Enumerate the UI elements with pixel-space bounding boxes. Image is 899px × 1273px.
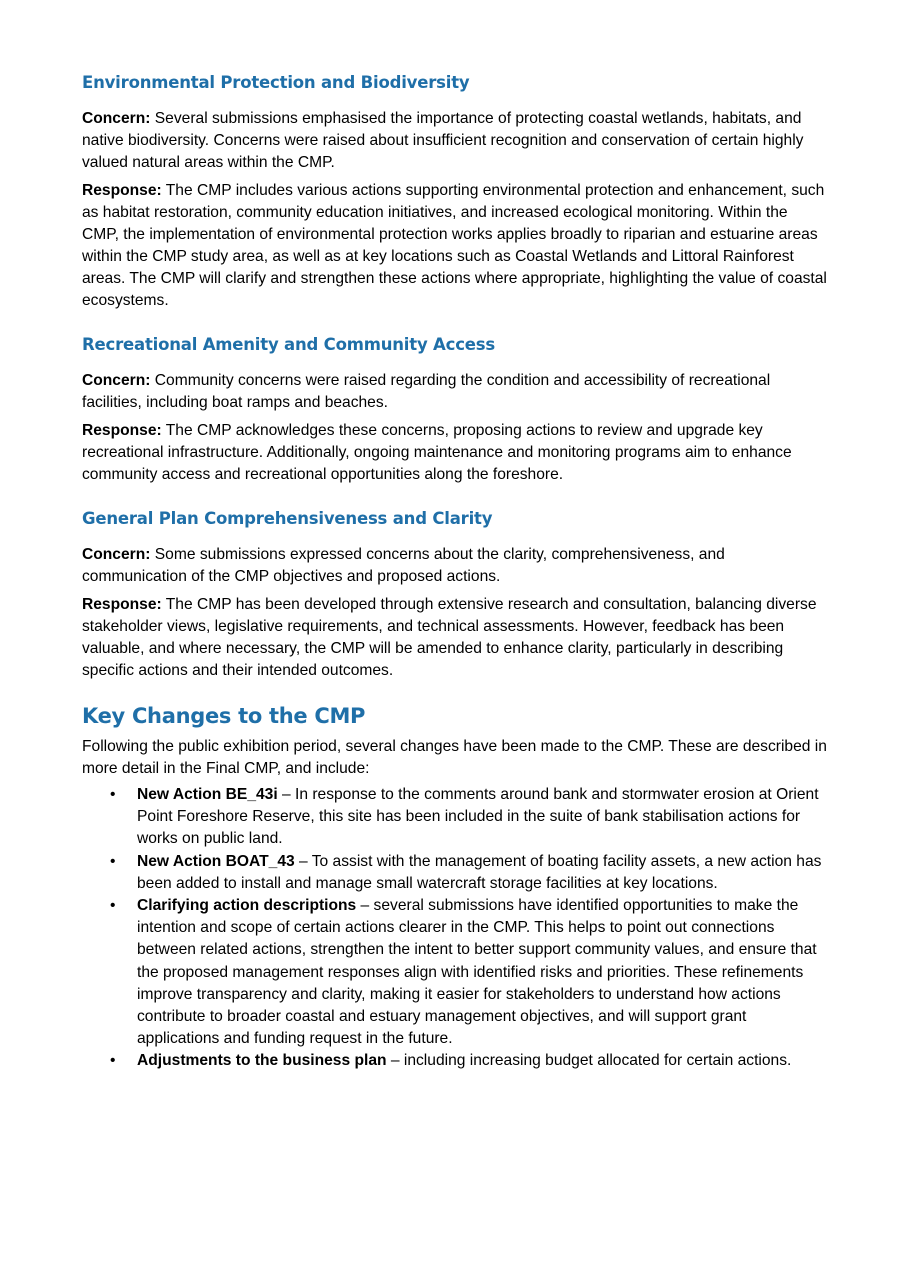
bullet-icon: • [110, 786, 116, 803]
response-paragraph [82, 420, 827, 486]
bullet-icon: • [110, 852, 116, 870]
concern-label: Concern: [82, 372, 151, 389]
response-paragraph [82, 180, 827, 312]
response-label: Response: [82, 422, 162, 439]
key-changes-intro: Following the public exhibition period, several changes have been made to the CMP. These are described in more detail in the Final CMP, and include: [82, 738, 827, 777]
section-key-changes [82, 702, 827, 1073]
section-general-plan [82, 508, 827, 682]
list-item [82, 895, 827, 1050]
section-heading: Environmental Protection and Biodiversity [82, 73, 470, 92]
concern-paragraph [82, 108, 827, 174]
list-item [82, 784, 827, 851]
item-title: Adjustments to the business plan [137, 1052, 387, 1070]
item-title: New Action BE_43i [137, 786, 278, 803]
response-paragraph [82, 594, 827, 682]
list-item [82, 1050, 827, 1072]
concern-label: Concern: [82, 110, 151, 127]
concern-paragraph [82, 370, 827, 414]
bullet-icon: • [110, 897, 116, 915]
item-text: – several submissions have identified opportunities to make the intention and scope of certain actions clearer in the CMP. This helps to point out connections between related actions, strengthen the intent to better support community values, and ensure that the proposed management responses align with identified risks and priorities. These refinements improve transparency and clarity, making it easier for stakeholders to understand how actions contribute to broader coastal and estuary management objectives, and will support grant applications and funding request in the future. [137, 897, 817, 1048]
response-text: The CMP includes various actions supporting environmental protection and enhancement, such as habitat restoration, community education initiatives, and increased ecological monitoring. Within the CMP, the implementation of environmental protection works applies broadly to riparian and estuarine areas within the CMP study area, as well as at key locations such as Coastal Wetlands and Littoral Rainforest areas. The CMP will clarify and strengthen these actions where appropriate, highlighting the value of coastal ecosystems. [82, 182, 827, 309]
item-title: New Action BOAT_43 [137, 852, 295, 870]
concern-text: Several submissions emphasised the importance of protecting coastal wetlands, habitats, and native biodiversity. Concerns were raised about insufficient recognition and conservation of certain highly valued natural areas within the CMP. [82, 110, 804, 171]
item-text: – To assist with the management of boating facility assets, a new action has been added to install and manage small watercraft storage facilities at key locations. [137, 852, 822, 892]
concern-label: Concern: [82, 546, 151, 563]
concern-text: Some submissions expressed concerns about the clarity, comprehensiveness, and communication of the CMP objectives and proposed actions. [82, 546, 725, 585]
item-title: Clarifying action descriptions [137, 897, 357, 915]
list-item [82, 851, 827, 895]
response-text: The CMP has been developed through extensive research and consultation, balancing diverse stakeholder views, legislative requirements, and technical assessments. However, feedback has been valuable, and where necessary, the CMP will be amended to enhance clarity, particularly in describing specific actions and their intended outcomes. [82, 596, 817, 679]
key-changes-list [82, 784, 827, 1073]
concern-text: Community concerns were raised regarding the condition and accessibility of recreational facilities, including boat ramps and beaches. [82, 372, 771, 411]
key-changes-heading: Key Changes to the CMP [82, 704, 366, 728]
response-label: Response: [82, 182, 162, 199]
concern-paragraph [82, 544, 827, 588]
section-heading: Recreational Amenity and Community Access [82, 335, 496, 354]
response-text: The CMP acknowledges these concerns, proposing actions to review and upgrade key recreational infrastructure. Additionally, ongoing maintenance and monitoring programs aim to enhance community access and recreational opportunities along the foreshore. [82, 422, 792, 483]
section-environmental-protection [82, 72, 827, 312]
response-label: Response: [82, 596, 162, 613]
bullet-icon: • [110, 1052, 116, 1070]
item-text: – including increasing budget allocated for certain actions. [386, 1052, 792, 1070]
document-page [82, 72, 827, 1073]
section-heading: General Plan Comprehensiveness and Clarity [82, 509, 493, 528]
item-text: – In response to the comments around bank and stormwater erosion at Orient Point Foreshore Reserve, this site has been included in the suite of bank stabilisation actions for works on public land. [137, 786, 819, 848]
section-recreational-amenity [82, 334, 827, 486]
